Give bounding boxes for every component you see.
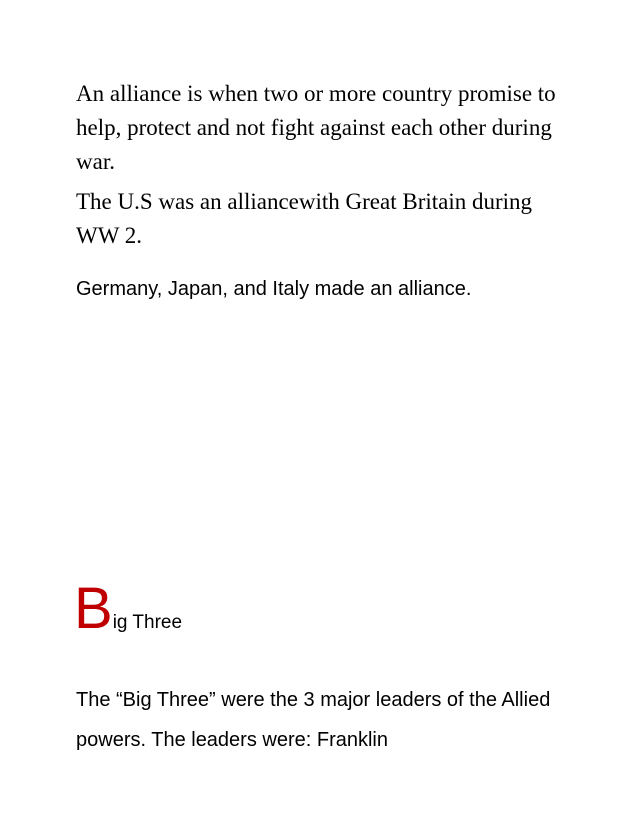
heading-dropcap: B bbox=[74, 576, 113, 641]
big-three-heading bbox=[74, 576, 474, 642]
us-alliance-paragraph: The U.S was an alliancewith Great Britain during WW 2. bbox=[76, 189, 533, 248]
heading-text: ig Three bbox=[112, 612, 183, 633]
big-three-paragraph: The “Big Three” were the 3 major leaders of the Allied powers. The leaders were: Franklin bbox=[76, 689, 551, 751]
alliance-definition-paragraph: An alliance is when two or more country promise to help, protect and not fight against each other during war. bbox=[76, 81, 556, 174]
axis-alliance-paragraph: Germany, Japan, and Italy made an alliance. bbox=[76, 278, 472, 300]
